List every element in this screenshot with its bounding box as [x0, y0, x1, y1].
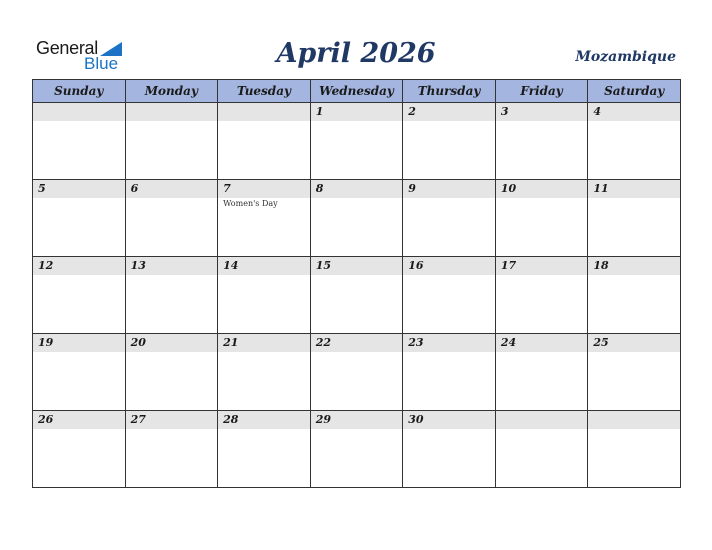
day-cell: [125, 180, 218, 257]
day-number: 5: [38, 182, 46, 195]
week-row: [33, 103, 681, 180]
day-number: 15: [315, 259, 331, 272]
day-number-bar: [403, 257, 495, 275]
day-number-bar: [218, 257, 310, 275]
day-cell: [588, 334, 681, 411]
day-cell: [403, 180, 496, 257]
day-number: 19: [38, 336, 54, 349]
day-cell: [33, 257, 126, 334]
day-number: 17: [500, 259, 517, 272]
day-number: 3: [500, 105, 509, 118]
day-number-bar: [33, 257, 125, 275]
day-number-bar: [496, 257, 588, 275]
day-number: 4: [593, 105, 602, 118]
day-cell: [588, 411, 681, 488]
logo-blue-text: Blue: [84, 54, 119, 73]
weekday-header: Thursday: [403, 80, 496, 103]
week-row: [33, 411, 681, 488]
day-cell: [495, 103, 588, 180]
day-number-bar: [588, 180, 680, 198]
day-cell: [310, 180, 403, 257]
day-number: 2: [408, 105, 416, 118]
logo-general-text: General: [36, 38, 98, 58]
day-number-bar: [311, 411, 403, 429]
day-cell: [218, 334, 311, 411]
weekday-header: Friday: [495, 80, 588, 103]
day-number-bar: [218, 103, 310, 121]
day-number-bar: [588, 334, 680, 352]
weekday-header: Monday: [125, 80, 218, 103]
day-number: 14: [223, 259, 239, 272]
day-number-bar: [588, 257, 680, 275]
day-number-bar: [496, 103, 588, 121]
country-label: Mozambique: [575, 49, 676, 65]
day-number-bar: [33, 411, 125, 429]
day-cell: [495, 257, 588, 334]
day-number: 1: [315, 105, 324, 118]
day-number-bar: [588, 411, 680, 429]
day-cell: [403, 411, 496, 488]
day-number: 16: [408, 259, 424, 272]
day-number: 18: [593, 259, 609, 272]
day-number: 11: [593, 182, 609, 195]
week-row: [33, 334, 681, 411]
weekday-header: Wednesday: [310, 80, 403, 103]
day-cell: [218, 411, 311, 488]
day-number-bar: [403, 180, 495, 198]
day-number-bar: [126, 411, 218, 429]
weekday-header: Sunday: [33, 80, 126, 103]
day-number: 25: [593, 336, 609, 349]
day-cell: [33, 411, 126, 488]
day-cell: [125, 411, 218, 488]
day-number-bar: [311, 334, 403, 352]
day-cell: [403, 257, 496, 334]
day-number: 9: [408, 182, 416, 195]
day-cell: [125, 257, 218, 334]
day-cell: [403, 334, 496, 411]
day-cell: [495, 180, 588, 257]
day-number-bar: [218, 334, 310, 352]
weekday-header-row: [33, 80, 681, 103]
day-number-bar: [311, 257, 403, 275]
day-cell: [588, 103, 681, 180]
day-cell: [33, 334, 126, 411]
week-row: [33, 180, 681, 257]
day-number: 27: [130, 413, 146, 426]
day-number: 30: [408, 413, 424, 426]
day-cell: [218, 180, 311, 257]
day-cell: [588, 180, 681, 257]
holiday-label: Women's Day: [223, 199, 278, 208]
day-cell: [495, 334, 588, 411]
day-cell: [588, 257, 681, 334]
day-number-bar: [496, 180, 588, 198]
day-number-bar: [126, 334, 218, 352]
day-number: 13: [130, 259, 146, 272]
day-number-bar: [126, 180, 218, 198]
weekday-header: Saturday: [588, 80, 681, 103]
day-cell: [33, 180, 126, 257]
day-number: 21: [223, 336, 239, 349]
day-cell: [218, 257, 311, 334]
day-number: 23: [408, 336, 424, 349]
day-number-bar: [496, 334, 588, 352]
day-number: 12: [38, 259, 54, 272]
day-number-bar: [588, 103, 680, 121]
day-number-bar: [403, 103, 495, 121]
day-number-bar: [126, 103, 218, 121]
day-cell: [403, 103, 496, 180]
day-number-bar: [218, 180, 310, 198]
day-number-bar: [403, 411, 495, 429]
day-cell: [33, 103, 126, 180]
weekday-header: Tuesday: [218, 80, 311, 103]
day-number: 20: [130, 336, 146, 349]
page-title: April 2026: [276, 38, 436, 69]
day-cell: [495, 411, 588, 488]
day-number-bar: [33, 180, 125, 198]
day-number: 26: [38, 413, 54, 426]
day-number-bar: [33, 103, 125, 121]
day-number-bar: [403, 334, 495, 352]
day-number: 28: [223, 413, 239, 426]
day-number: 10: [500, 182, 517, 195]
day-number: 8: [315, 182, 324, 195]
day-number-bar: [33, 334, 125, 352]
day-cell: [310, 334, 403, 411]
day-cell: [218, 103, 311, 180]
day-number-bar: [126, 257, 218, 275]
calendar-grid: [32, 79, 681, 488]
day-number: 29: [315, 413, 331, 426]
day-number-bar: [218, 411, 310, 429]
day-cell: [125, 334, 218, 411]
day-number-bar: [311, 103, 403, 121]
day-cell: [310, 411, 403, 488]
day-cell: [310, 103, 403, 180]
week-row: [33, 257, 681, 334]
day-number: 22: [315, 336, 331, 349]
day-number-bar: [311, 180, 403, 198]
day-number: 24: [500, 336, 517, 349]
day-number: 6: [130, 182, 139, 195]
day-number: 7: [223, 182, 231, 195]
day-cell: [125, 103, 218, 180]
day-number-bar: [496, 411, 588, 429]
day-cell: [310, 257, 403, 334]
calendar-body: [33, 103, 681, 488]
